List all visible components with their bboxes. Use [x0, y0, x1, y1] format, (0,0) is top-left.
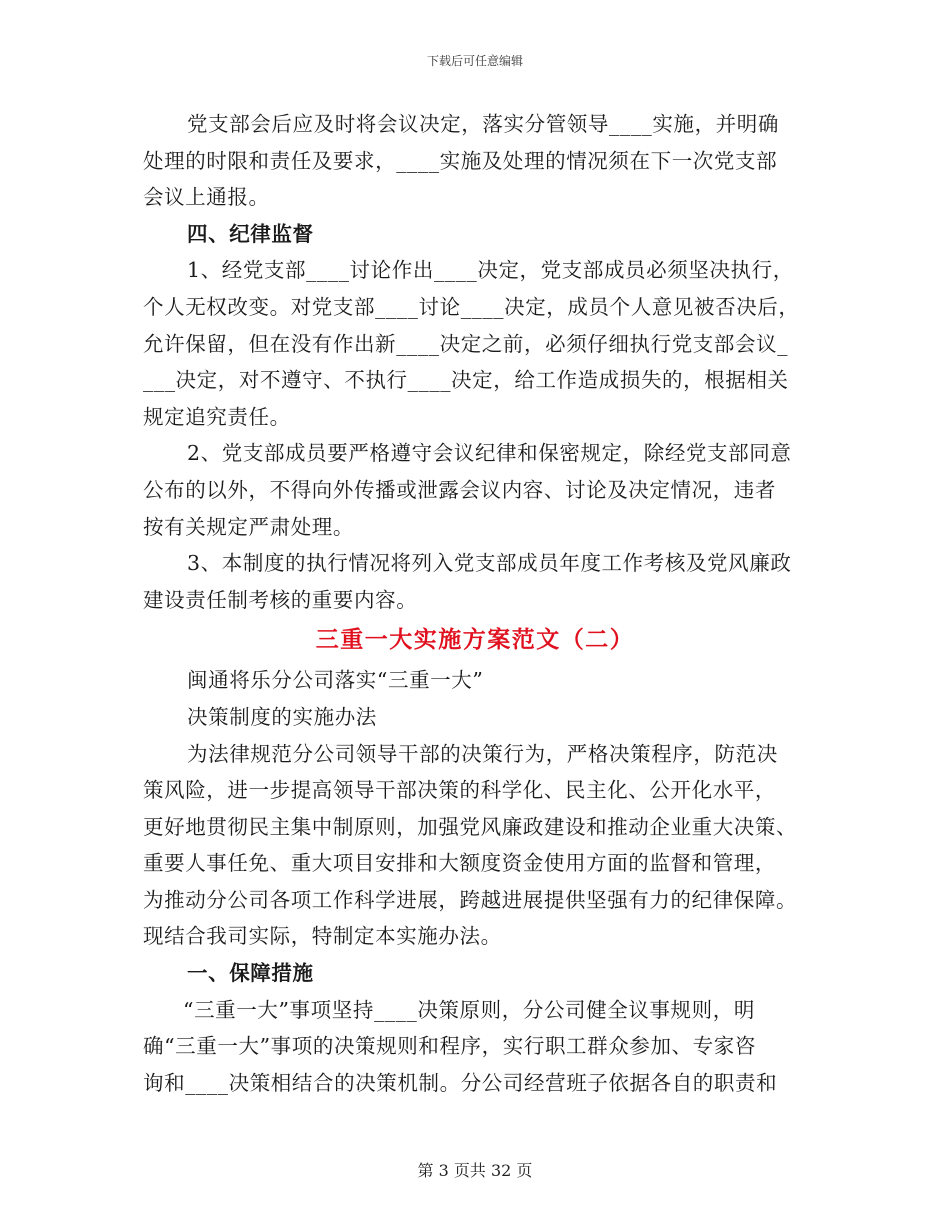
paragraph-line: 更好地贯彻民主集中制原则，加强党风廉政建设和推动企业重大决策、 — [143, 814, 798, 839]
page-header: 下载后可任意编辑 — [426, 54, 523, 68]
paragraph-line: “三重一大”事项坚持____决策原则，分公司健全议事规则，明 — [183, 997, 755, 1022]
paragraph-line: 会议上通报。 — [143, 185, 270, 210]
paragraph-line: 公布的以外，不得向外传播或泄露会议内容、讨论及决定情况，违者 — [143, 477, 776, 502]
paragraph-line: 允许保留，但在没有作出新____决定之前，必须仔细执行党支部会议_ — [143, 331, 789, 356]
paragraph-line: 按有关规定严肃处理。 — [143, 514, 354, 539]
section-heading: 四、纪律监督 — [187, 221, 314, 246]
paragraph-line: 规定追究责任。 — [143, 404, 291, 429]
page-footer: 第 3 页共 32 页 — [417, 1161, 533, 1180]
paragraph-line: 决策制度的实施办法 — [187, 704, 377, 729]
paragraph-line: 党支部会后应及时将会议决定，落实分管领导____实施，并明确 — [187, 112, 779, 136]
paragraph-line: 3、本制度的执行情况将列入党支部成员年度工作考核及党风廉政 — [187, 551, 792, 576]
paragraph-line: 2、党支部成员要严格遵守会议纪律和保密规定，除经党支部同意 — [187, 441, 792, 466]
paragraph-line: 现结合我司实际，特制定本实施办法。 — [143, 924, 502, 949]
paragraph-line: 确“三重一大”事项的决策规则和程序，实行职工群众参加、专家咨 — [143, 1034, 756, 1059]
paragraph-line: 闽通将乐分公司落实“三重一大” — [187, 668, 484, 693]
paragraph-line: 1、经党支部____讨论作出____决定，党支部成员必须坚决执行， — [187, 258, 794, 283]
paragraph-line: 重要人事任免、重大项目安排和大额度资金使用方面的监督和管理， — [143, 851, 776, 876]
paragraph-line: 建设责任制考核的重要内容。 — [143, 587, 418, 612]
paragraph-line: ___决定，对不遵守、不执行____决定，给工作造成损失的，根据相关 — [143, 368, 789, 393]
document-title: 三重一大实施方案范文（二） — [315, 626, 635, 654]
paragraph-line: 策风险，进一步提高领导干部决策的科学化、民主化、公开化水平， — [143, 778, 776, 803]
document-body — [143, 106, 807, 1101]
paragraph-line: 询和____决策相结合的决策机制。分公司经营班子依据各自的职责和 — [143, 1070, 778, 1095]
paragraph-line: 处理的时限和责任及要求，____实施及处理的情况须在下一次党支部 — [143, 148, 778, 173]
section-heading: 一、保障措施 — [187, 961, 314, 986]
paragraph-line: 为法律规范分公司领导干部的决策行为，严格决策程序，防范决 — [187, 741, 778, 766]
paragraph-line: 为推动分公司各项工作科学进展，跨越进展提供坚强有力的纪律保障。 — [143, 887, 798, 912]
paragraph-line: 个人无权改变。对党支部____讨论____决定，成员个人意见被否决后， — [143, 294, 800, 319]
